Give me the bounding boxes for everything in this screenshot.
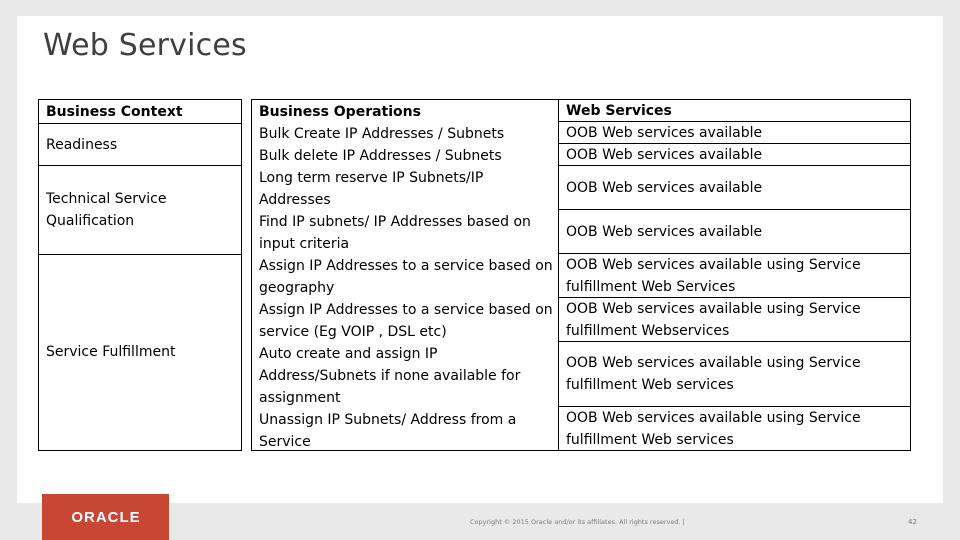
- business-operations-column: [251, 99, 559, 451]
- web-services-header: Web Services: [559, 100, 910, 122]
- group-readiness: Readiness: [46, 137, 118, 153]
- operation-item: Assign IP Addresses to a service based on service (Eg VOIP , DSL etc): [259, 302, 553, 340]
- operation-item: Assign IP Addresses to a service based on geography: [259, 258, 553, 296]
- web-service-item: OOB Web services available: [559, 210, 910, 254]
- business-context-column: [38, 99, 242, 451]
- operation-item: Long term reserve IP Subnets/IP Addresses: [259, 170, 484, 208]
- svg-text:ORACLE: ORACLE: [70, 509, 141, 526]
- page-number: 42: [908, 518, 917, 526]
- oracle-wordmark-icon: [60, 508, 152, 526]
- operation-item: Bulk Create IP Addresses / Subnets: [259, 126, 505, 142]
- oracle-logo: [42, 494, 169, 540]
- divider: [39, 254, 241, 255]
- web-service-item: OOB Web services available using Service fulfillment Web services: [566, 409, 861, 448]
- business-operations-header: Business Operations: [259, 104, 421, 120]
- web-services-column: [558, 99, 911, 451]
- operation-item: Auto create and assign IP Address/Subnets if none available for assignment: [259, 346, 521, 406]
- operation-item: Bulk delete IP Addresses / Subnets: [259, 148, 502, 164]
- group-service-fulfillment: Service Fulfillment: [46, 344, 176, 360]
- web-service-item: OOB Web services available using Service fulfillment Webservices: [559, 298, 910, 342]
- copyright-notice: Copyright © 2015 Oracle and/or its affiliates. All rights reserved. |: [470, 518, 685, 526]
- operation-item: Find IP subnets/ IP Addresses based on input criteria: [259, 214, 531, 252]
- divider: [39, 165, 241, 166]
- slide-title: Web Services: [43, 28, 247, 63]
- web-service-item: OOB Web services available using Service fulfillment Web services: [559, 342, 910, 407]
- web-service-item: OOB Web services available: [559, 166, 910, 210]
- web-service-item: OOB Web services available using Service fulfillment Web Services: [559, 254, 910, 298]
- divider: [39, 123, 241, 124]
- operation-item: Unassign IP Subnets/ Address from a Service: [259, 412, 517, 450]
- group-technical-service-qualification: Technical Service Qualification: [46, 191, 167, 229]
- web-service-item: OOB Web services available: [559, 122, 910, 144]
- web-service-item: OOB Web services available: [559, 144, 910, 166]
- business-context-header: Business Context: [46, 104, 183, 120]
